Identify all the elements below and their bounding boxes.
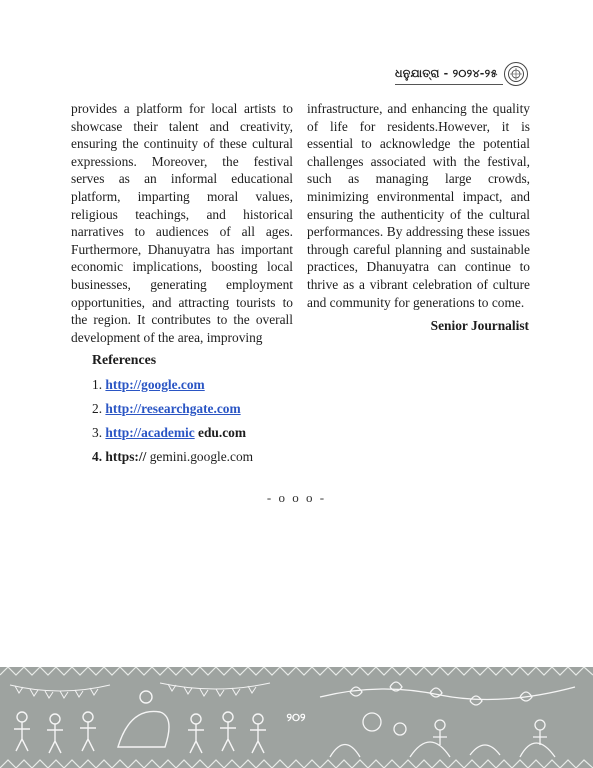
reference-link[interactable]: http://academic	[105, 425, 195, 440]
header-rule	[395, 84, 503, 85]
reference-link[interactable]: http://google.com	[105, 377, 205, 392]
references-section	[92, 352, 253, 472]
article-text-right: infrastructure, and enhancing the quality of life for residents.However, it is essential to acknowledge the potential challenges associated with the festival, such as managing large crowds, minimizing environmental impact, and ensuring the authenticity of the cultural performances. By addressing these issues through careful planning and sustainable practices, Dhanuyatra can continue to thrive as a vibrant celebration of culture and community for generations to come.	[307, 101, 530, 310]
reference-suffix: gemini.google.com	[146, 449, 254, 464]
reference-number: 4.	[92, 449, 103, 464]
article-text-left: provides a platform for local artists to showcase their talent and creativity, ensuring the continuity of these cultural expressions. Moreover, the festival serves as an informal educational platform, imparting moral values, religious teachings, and historical narratives to audiences of all ages. Furthermore, Dhanuyatra has important economic implications, boosting local businesses, generating employment opportunities, and attracting tourists to the region. It contributes to the overall development of the area, improving	[71, 101, 293, 345]
end-of-article-mark: - o o o -	[266, 490, 327, 505]
reference-prefix: https://	[105, 449, 147, 464]
reference-item	[92, 424, 253, 448]
emblem-seal-icon	[504, 62, 528, 86]
references-list	[92, 376, 253, 472]
article-column-right	[307, 100, 530, 311]
references-heading: References	[92, 352, 157, 367]
reference-item	[92, 400, 253, 424]
reference-number: 3.	[92, 425, 103, 440]
reference-suffix: edu.com	[194, 425, 246, 440]
article-column-left	[71, 100, 293, 346]
reference-number: 1.	[92, 377, 103, 392]
reference-link[interactable]: http://researchgate.com	[105, 401, 241, 416]
reference-number: 2.	[92, 401, 103, 416]
page-number: ୨୦୨	[276, 707, 316, 729]
running-title: ଧନୁଯାତ୍ରା - ୨୦୨୪-୨୫	[395, 67, 498, 80]
author-title: Senior Journalist	[430, 318, 529, 333]
reference-item	[92, 448, 253, 472]
reference-item	[92, 376, 253, 400]
